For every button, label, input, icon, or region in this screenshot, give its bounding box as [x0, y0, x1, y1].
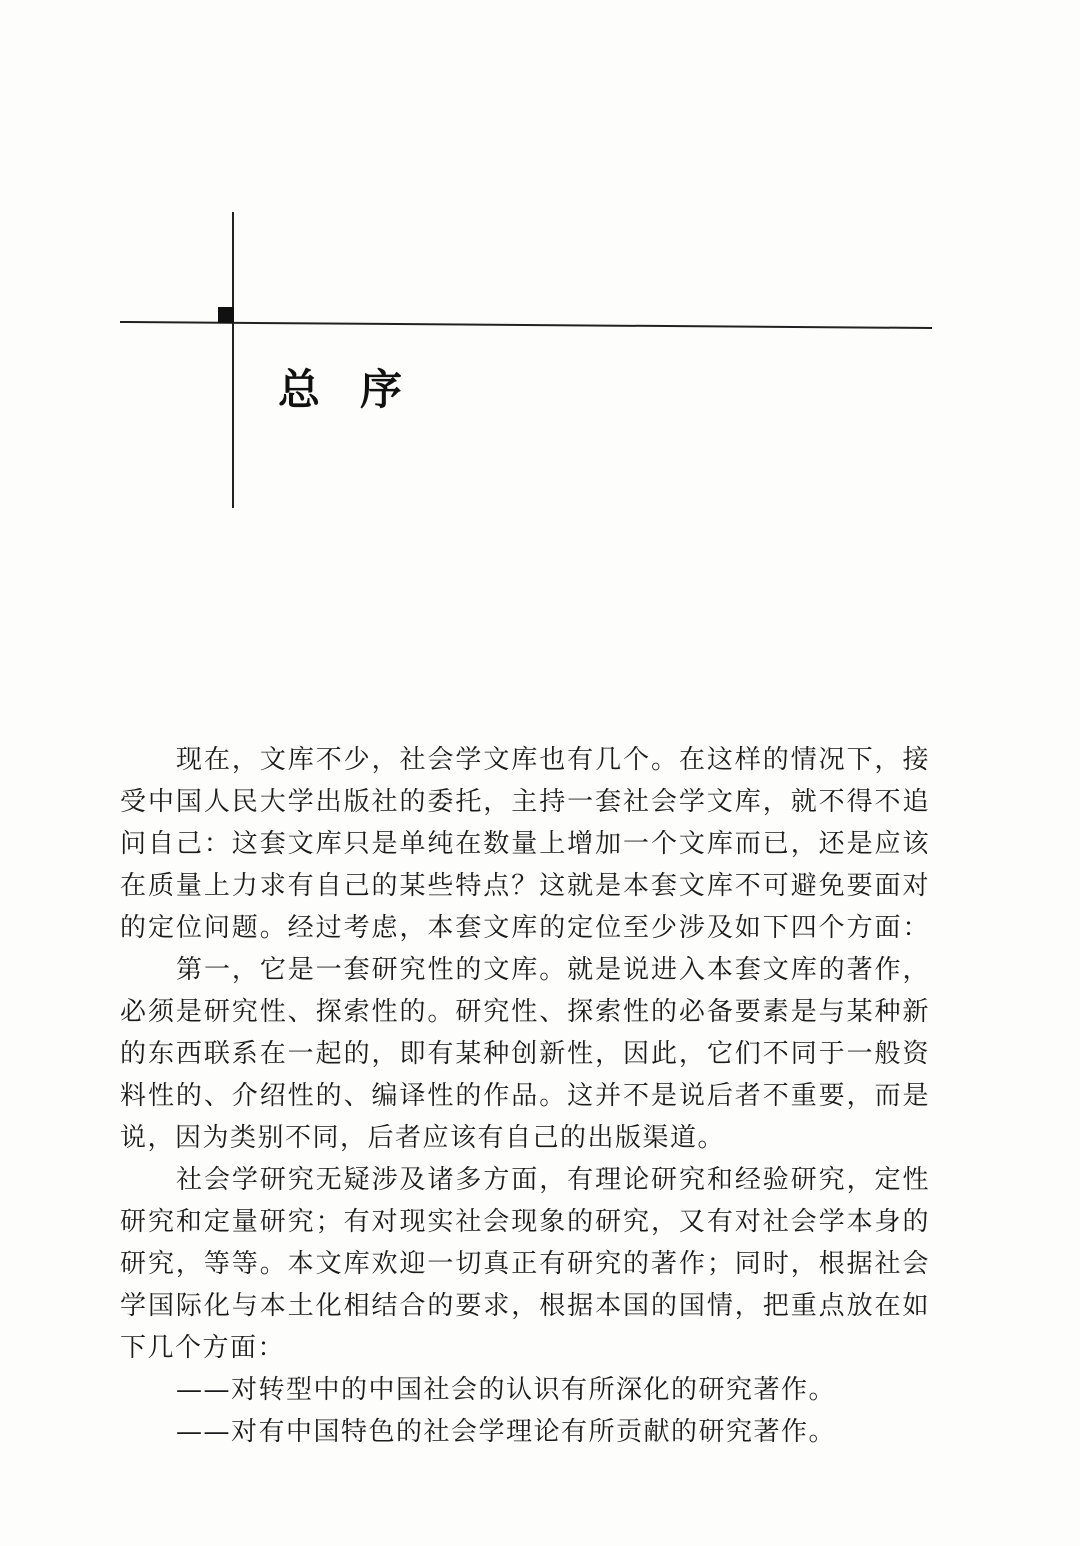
text-line: 必须是研究性、探索性的。研究性、探索性的必备要素是与某种新 — [120, 997, 930, 1027]
text-line: 受中国人民大学出版社的委托，主持一套社会学文库，就不得不追 — [120, 787, 930, 817]
list-item — [120, 1411, 930, 1453]
text-line: 料性的、介绍性的、编译性的作品。这并不是说后者不重要，而是 — [120, 1081, 930, 1111]
text-line: 学国际化与本土化相结合的要求，根据本国的国情，把重点放在如 — [120, 1291, 930, 1321]
text-line: 现在，文库不少，社会学文库也有几个。在这样的情况下，接 — [176, 745, 930, 775]
text-line: 说，因为类别不同，后者应该有自己的出版渠道。 — [120, 1123, 726, 1153]
text-line: 的东西联系在一起的，即有某种创新性，因此，它们不同于一般资 — [120, 1039, 930, 1069]
paragraph — [120, 1159, 930, 1369]
text-line: 问自己：这套文库只是单纯在数量上增加一个文库而已，还是应该 — [120, 829, 930, 859]
list-item — [120, 1369, 930, 1411]
text-line: 研究，等等。本文库欢迎一切真正有研究的著作；同时，根据社会 — [120, 1249, 930, 1279]
chapter-title: 总序 — [278, 365, 443, 414]
text-line: ——对有中国特色的社会学理论有所贡献的研究著作。 — [176, 1417, 837, 1447]
text-line: 第一，它是一套研究性的文库。就是说进入本套文库的著作， — [176, 955, 930, 985]
paragraph — [120, 739, 930, 949]
text-line: 社会学研究无疑涉及诸多方面，有理论研究和经验研究，定性 — [176, 1165, 930, 1195]
paragraph — [120, 949, 930, 1159]
text-line: 研究和定量研究；有对现实社会现象的研究，又有对社会学本身的 — [120, 1207, 930, 1237]
corner-square-mark — [218, 307, 234, 323]
text-line: ——对转型中的中国社会的认识有所深化的研究著作。 — [176, 1375, 837, 1405]
text-line: 下几个方面： — [120, 1333, 286, 1363]
horizontal-rule — [120, 322, 932, 328]
body-text — [120, 739, 930, 1453]
text-line: 在质量上力求有自己的某些特点？这就是本套文库不可避免要面对 — [120, 871, 930, 901]
text-line: 的定位问题。经过考虑，本套文库的定位至少涉及如下四个方面： — [120, 913, 930, 943]
